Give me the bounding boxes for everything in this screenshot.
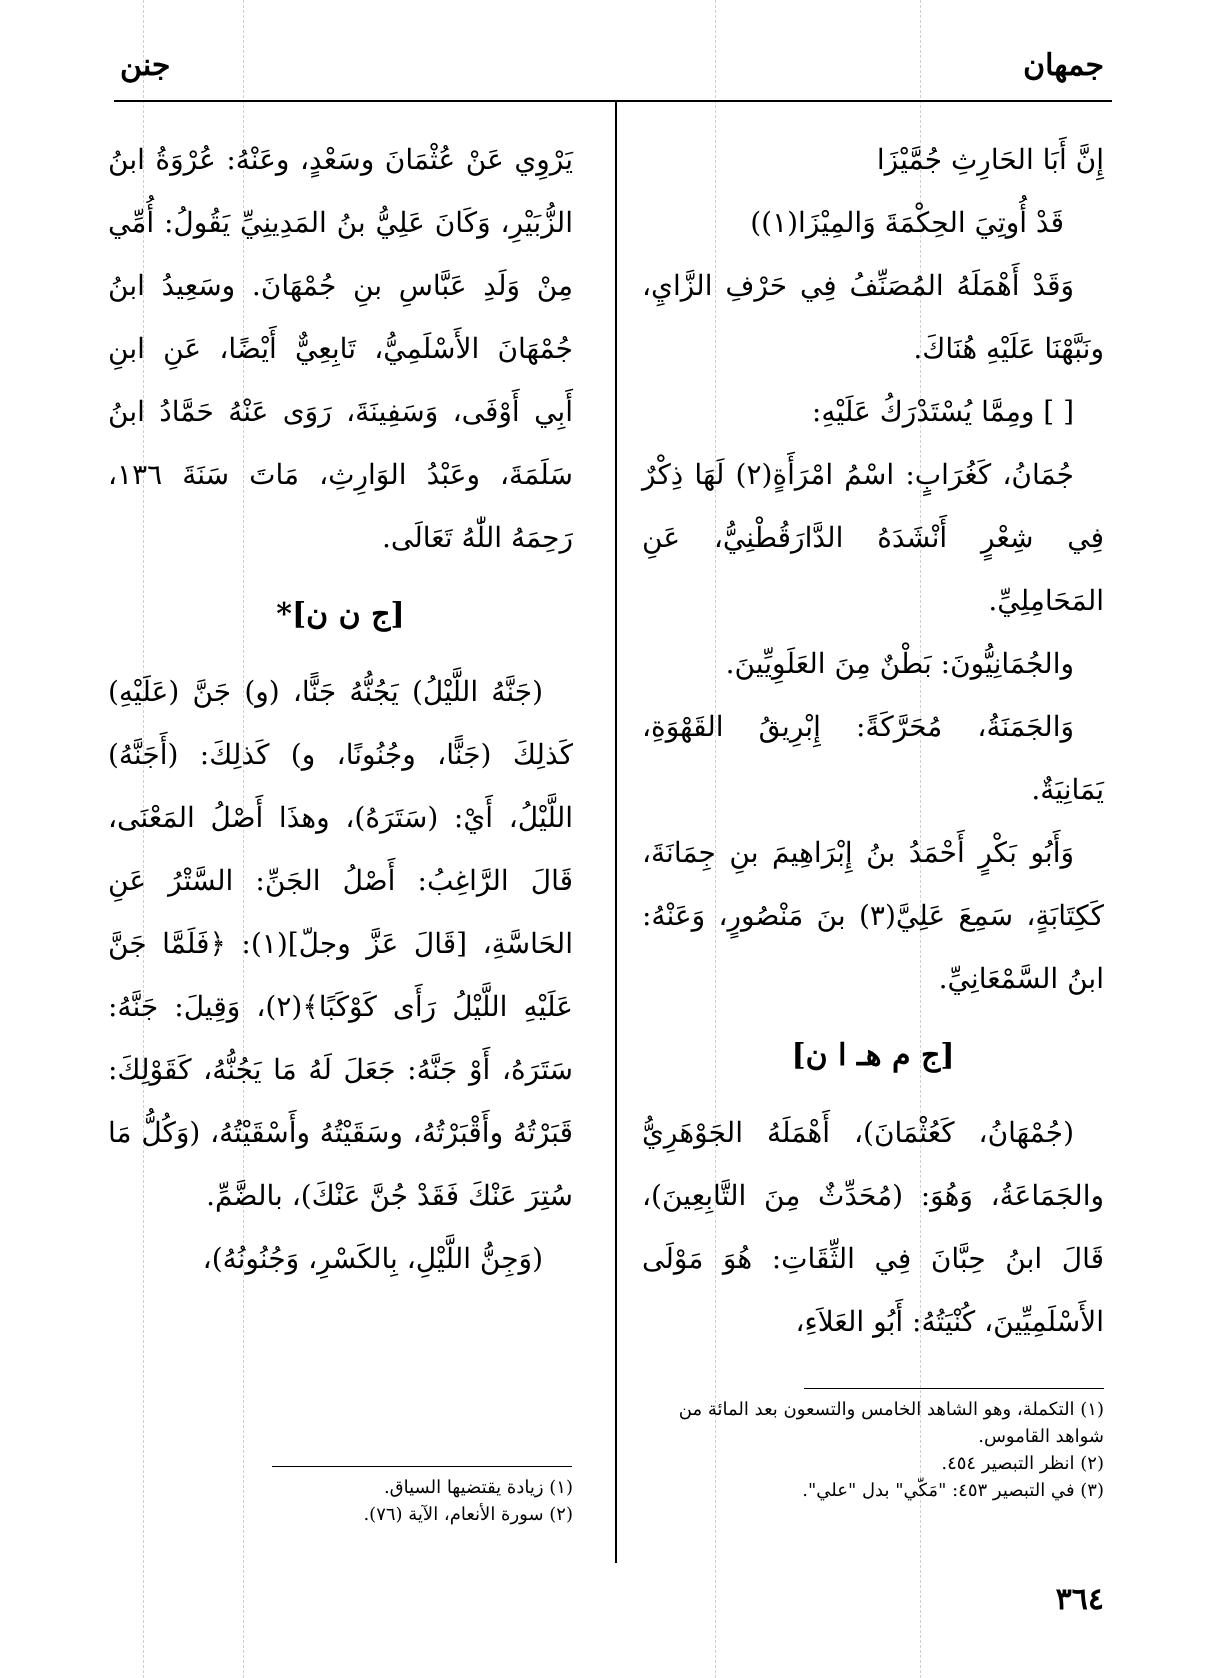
paragraph: وَالجَمَنَةُ، مُحَرَّكَةً: إِبْرِيقُ القَهْوَةِ، يَمَانِيَةٌ.	[642, 710, 1104, 806]
footnote: (٢) انظر التبصير ٤٥٤.	[941, 1453, 1104, 1474]
header-rule	[114, 100, 1112, 102]
entry-heading: [ج ن ن]*	[276, 597, 405, 632]
footnotes-right	[642, 1396, 1104, 1504]
footnote-rule	[272, 1466, 572, 1467]
paragraph: جُمَانُ، كَغُرَابٍ: اسْمُ امْرَأَةٍ(٢) لَهَا ذِكْرٌ فِي شِعْرٍ أَنْشَدَهُ الدَّارَقُطْنِيُّ، عَنِ المَحَامِلِيِّ.	[642, 458, 1104, 617]
paragraph: وَأَبُو بَكْرٍ أَحْمَدُ بنُ إِبْرَاهِيمَ بنِ جِمَانَةَ، كَكِتَابَةٍ، سَمِعَ عَلِيَّ(٣) بنَ مَنْصُورٍ، وَعَنْهُ: ابنُ السَّمْعَانِيِّ.	[642, 836, 1104, 995]
verse-line-1: إِنَّ أَبَا الحَارِثِ جُمَّيْزَا	[876, 143, 1104, 176]
column-divider	[615, 101, 617, 1563]
entry-text: (جَنَّهُ اللَّيْلُ) يَجُنُّهُ جَنًّا، (و) جَنَّ (عَلَيْهِ) كَذلِكَ (جَنًّا، وجُنُونًا، و) كَذلِكَ: (أَجَنَّهُ) اللَّيْلُ، أَيْ: (سَتَرَهُ)، وهذَا أَصْلُ المَعْنَى، قَالَ الرَّاغِبُ: أَصْلُ الجَنِّ: السَّتْرُ عَنِ الحَاسَّةِ، [قَالَ عَزَّ وجلّ](١): ﴿فَلَمَّا جَنَّ عَلَيْهِ اللَّيْلُ رَأَى كَوْكَبًا﴾(٢)، وَقِيلَ: جَنَّهُ: سَتَرَهُ، أَوْ جَنَّهُ: جَعَلَ لَهُ مَا يَجُنُّهُ، كَقَوْلِكَ: قَبَرْتُهُ وأَقْبَرْتُهُ، وسَقَيْتُهُ وأَسْقَيْتُهُ، (وَكُلُّ مَا سُتِرَ عَنْكَ فَقَدْ جُنَّ عَنْكَ)، بالضَّمِّ.	[108, 675, 573, 1212]
footnote: (١) زيادة يقتضيها السياق.	[383, 1477, 573, 1498]
verse-line-2: قَدْ أُوتِيَ الحِكْمَةَ وَالمِيْزَا(١))	[750, 206, 1064, 239]
running-head-right: جمهان	[1023, 48, 1104, 83]
paragraph: وَقَدْ أَهْمَلَهُ المُصَنِّفُ فِي حَرْفِ الزَّايِ، ونَبَّهْنَا عَلَيْهِ هُنَاكَ.	[642, 269, 1104, 365]
page-number: ٣٦٤	[1055, 1582, 1104, 1617]
running-head-left: جنن	[120, 48, 171, 83]
paragraph: (وَجِنُّ اللَّيْلِ، بِالكَسْرِ، وَجُنُونُهُ)،	[202, 1242, 543, 1275]
footnotes-left	[108, 1474, 573, 1528]
paragraph: والجُمَانِيُّونَ: بَطْنٌ مِنَ العَلَوِيِّينَ.	[725, 647, 1074, 680]
entry-text: (جُمْهَانُ، كَعُثْمَانَ)، أَهْمَلَهُ الجَوْهَرِيُّ والجَمَاعَةُ، وَهُوَ: (مُحَدِّثٌ مِنَ التَّابِعِينَ)، قَالَ ابنُ حِبَّانَ فِي الثِّقَاتِ: هُوَ مَوْلَى الأَسْلَمِيِّينَ، كُنْيَتُهُ: أَبُو العَلاَءِ،	[642, 1116, 1104, 1338]
footnote: (١) التكملة، وهو الشاهد الخامس والتسعون بعد المائة من شواهد القاموس.	[678, 1399, 1104, 1447]
footnote: (٣) في التبصير ٤٥٣: "مَكّي" بدل "علي".	[802, 1480, 1104, 1501]
footnote: (٢) سورة الأنعام، الآية (٧٦).	[363, 1504, 573, 1525]
left-column	[108, 128, 573, 1290]
paragraph: يَرْوِي عَنْ عُثْمَانَ وسَعْدٍ، وعَنْهُ: عُرْوَةُ ابنُ الزُّبَيْرِ، وَكَانَ عَلِيُّ بنُ المَدِينِيِّ يَقُولُ: أُمِّي مِنْ وَلَدِ عَبَّاسِ بنِ جُمْهَانَ. وسَعِيدُ ابنُ جُمْهَانَ الأَسْلَمِيُّ، تَابِعِيٌّ أَيْضًا، عَنِ ابنِ أَبِي أَوْفَى، وَسَفِينَةَ، رَوَى عَنْهُ حَمَّادُ ابنُ سَلَمَةَ، وعَبْدُ الوَارِثِ، مَاتَ سَنَةَ ١٣٦، رَحِمَهُ اللّٰهُ تَعَالَى.	[108, 143, 573, 554]
footnote-rule	[804, 1388, 1104, 1389]
entry-heading: [ج م هـ ا ن]	[791, 1038, 955, 1073]
paragraph: [ ] ومِمَّا يُسْتَدْرَكُ عَلَيْهِ:	[811, 395, 1074, 428]
right-column	[642, 128, 1104, 1353]
